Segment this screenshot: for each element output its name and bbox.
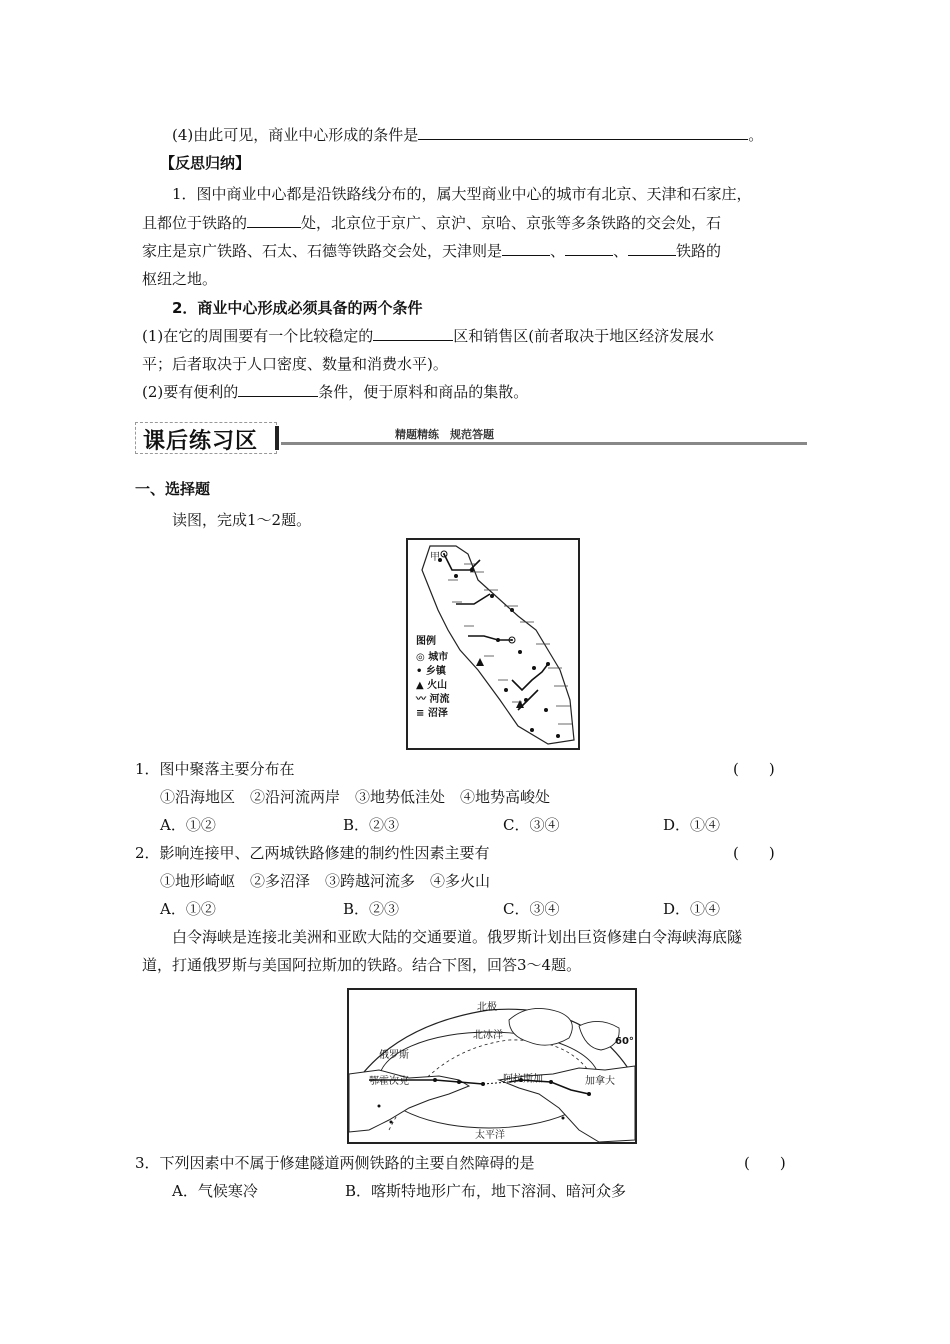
legend-city bbox=[416, 648, 448, 663]
q3-choice-a[interactable]: A．气候寒冷 bbox=[172, 1182, 258, 1200]
q4-text: (4)由此可见，商业中心形成的条件是 bbox=[172, 126, 419, 144]
city-icon: ◎ bbox=[416, 652, 429, 663]
part-heading: 一、选择题 bbox=[135, 480, 211, 498]
legend-river-label: 河流 bbox=[429, 694, 450, 705]
item1-line3-a: 家庄是京广铁路、石太、石德等铁路交会处，天津则是 bbox=[142, 242, 503, 260]
q1-choice-a[interactable]: A．①② bbox=[160, 816, 216, 834]
answer-blank[interactable] bbox=[238, 382, 318, 397]
q3-answer-paren[interactable]: ( ) bbox=[744, 1154, 786, 1172]
item2-2-line bbox=[142, 381, 528, 403]
river-icon: 〰 bbox=[416, 694, 430, 705]
q1-stem: 1．图中聚落主要分布在 bbox=[135, 760, 295, 778]
label-okhotsk: 鄂霍次克 bbox=[369, 1076, 409, 1087]
q1-choice-d[interactable]: D．①④ bbox=[663, 816, 721, 834]
item1-line3-d: 铁路的 bbox=[676, 242, 722, 260]
q3-stem: 3．下列因素中不属于修建隧道两侧铁路的主要自然障碍的是 bbox=[135, 1154, 535, 1172]
item1-line2 bbox=[142, 212, 721, 234]
legend-volcano bbox=[416, 676, 447, 691]
label-pacific: 太平洋 bbox=[475, 1130, 505, 1141]
answer-blank[interactable] bbox=[565, 241, 613, 256]
answer-blank[interactable] bbox=[247, 213, 301, 228]
label-north-pole: 北极 bbox=[477, 1002, 497, 1013]
item2-1a: (1)在它的周围要有一个比较稳定的 bbox=[142, 327, 374, 345]
item2-1-line bbox=[142, 325, 714, 347]
label-alaska: 阿拉斯加 bbox=[503, 1074, 543, 1085]
reflect-title: 【反思归纳】 bbox=[160, 154, 251, 172]
intro-1-2: 读图，完成1～2题。 bbox=[172, 511, 312, 529]
city-jia-label: 甲 bbox=[430, 552, 440, 563]
item2-1c: 平；后者取决于人口密度、数量和消费水平)。 bbox=[142, 355, 448, 373]
q2-choice-d[interactable]: D．①④ bbox=[663, 900, 721, 918]
label-canada: 加拿大 bbox=[585, 1076, 615, 1087]
label-arctic-ocean: 北冰洋 bbox=[473, 1030, 503, 1041]
q1-answer-paren[interactable]: ( ) bbox=[733, 760, 775, 778]
passage-line2: 道，打通俄罗斯与美国阿拉斯加的铁路。结合下图，回答3～4题。 bbox=[142, 956, 582, 974]
banner-title: 课后练习区 bbox=[143, 429, 259, 454]
volcano-icon: ▲ bbox=[416, 680, 428, 691]
answer-blank[interactable] bbox=[628, 241, 676, 256]
legend-swamp bbox=[416, 704, 448, 719]
banner-rule bbox=[281, 442, 807, 445]
item1-line3-sep1: 、 bbox=[550, 242, 566, 260]
q4-line bbox=[172, 124, 763, 146]
q1-options: ①沿海地区 ②沿河流两岸 ③地势低洼处 ④地势高峻处 bbox=[160, 788, 551, 806]
item2-title: 2．商业中心形成必须具备的两个条件 bbox=[172, 299, 423, 317]
item2-2a: (2)要有便利的 bbox=[142, 383, 239, 401]
answer-blank[interactable] bbox=[418, 125, 748, 140]
item1-line4: 枢纽之地。 bbox=[142, 270, 218, 288]
item2-2b: 条件，便于原料和商品的集散。 bbox=[318, 383, 529, 401]
q1-choice-b[interactable]: B．②③ bbox=[343, 816, 400, 834]
banner-bar bbox=[275, 426, 279, 450]
map-settlements-figure bbox=[406, 538, 580, 750]
legend-town bbox=[416, 662, 446, 677]
answer-blank[interactable] bbox=[373, 326, 453, 341]
q2-choice-c[interactable]: C．③④ bbox=[503, 900, 560, 918]
legend-town-label: 乡镇 bbox=[425, 666, 446, 677]
map-bering-figure bbox=[347, 988, 637, 1144]
town-dot-icon: • bbox=[416, 666, 426, 677]
q1-choice-c[interactable]: C．③④ bbox=[503, 816, 560, 834]
q3-choice-b[interactable]: B．喀斯特地形广布，地下溶洞、暗河众多 bbox=[345, 1182, 627, 1200]
item1-line2-b: 处，北京位于京广、京沪、京哈、京张等多条铁路的交会处，石 bbox=[301, 214, 722, 232]
legend-swamp-label: 沼泽 bbox=[427, 708, 448, 719]
legend-city-label: 城市 bbox=[428, 652, 449, 663]
label-russia: 俄罗斯 bbox=[379, 1050, 409, 1061]
legend-volcano-label: 火山 bbox=[427, 680, 448, 691]
q2-choice-b[interactable]: B．②③ bbox=[343, 900, 400, 918]
item1-line3-sep2: 、 bbox=[613, 242, 629, 260]
answer-blank[interactable] bbox=[502, 241, 550, 256]
label-60-degree: 60° bbox=[615, 1036, 634, 1047]
item1-line1: 1．图中商业中心都是沿铁路线分布的，属大型商业中心的城市有北京、天津和石家庄， bbox=[172, 185, 752, 203]
q2-answer-paren[interactable]: ( ) bbox=[733, 844, 775, 862]
legend-river bbox=[416, 690, 449, 705]
passage-line1: 白令海峡是连接北美洲和亚欧大陆的交通要道。俄罗斯计划出巨资修建白令海峡海底隧 bbox=[172, 928, 743, 946]
legend-title: 图例 bbox=[416, 636, 436, 647]
q2-stem: 2．影响连接甲、乙两城铁路修建的制约性因素主要有 bbox=[135, 844, 490, 862]
banner-subtitle: 精题精练 规范答题 bbox=[395, 428, 494, 441]
q4-end: 。 bbox=[748, 126, 764, 144]
section-banner bbox=[135, 420, 807, 456]
swamp-icon: ≡ bbox=[416, 708, 428, 719]
q2-choice-a[interactable]: A．①② bbox=[160, 900, 216, 918]
q2-options: ①地形崎岖 ②多沼泽 ③跨越河流多 ④多火山 bbox=[160, 872, 491, 890]
item2-1b: 区和销售区(前者取决于地区经济发展水 bbox=[453, 327, 715, 345]
item1-line2-a: 且都位于铁路的 bbox=[142, 214, 248, 232]
item1-line3 bbox=[142, 240, 721, 262]
